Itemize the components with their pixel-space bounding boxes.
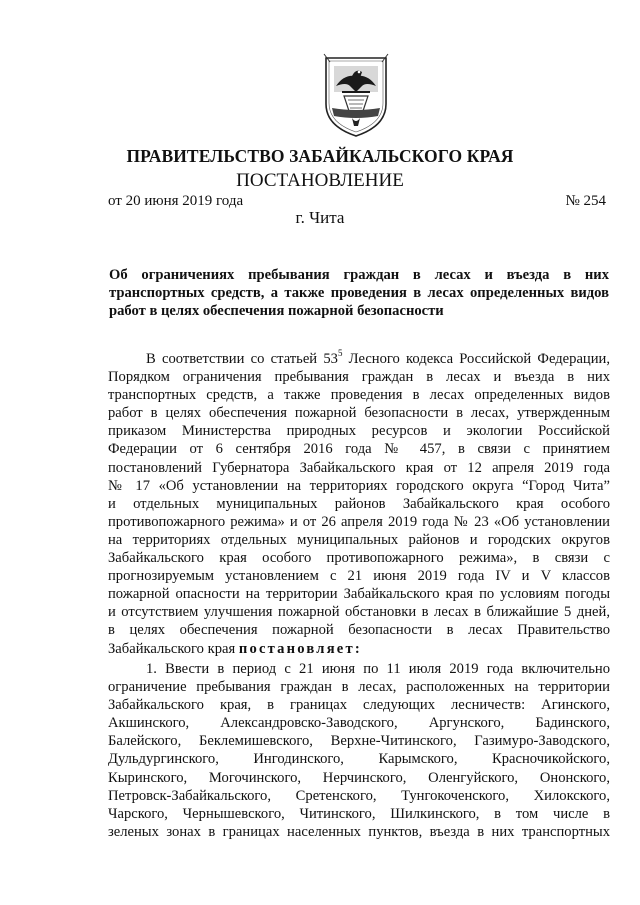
government-title: ПРАВИТЕЛЬСТВО ЗАБАЙКАЛЬСКОГО КРАЯ bbox=[126, 146, 514, 166]
clause-line: Кыринского, Могочинского, Нерчинского, Оленгуйского, Ононского, bbox=[108, 769, 610, 786]
document-type: ПОСТАНОВЛЕНИЕ bbox=[236, 170, 404, 191]
preamble-line: Федерации от 6 сентября 2016 года № 457, в связи с принятием bbox=[108, 441, 610, 458]
preamble-line: транспортных средств, а также проведения в лесах определенных видов bbox=[108, 387, 610, 404]
resolves-keyword: постановляет: bbox=[238, 640, 362, 657]
clause-line: Акшинского, Александровско-Заводского, Аргунского, Бадинского, bbox=[108, 715, 610, 732]
preamble-paragraph bbox=[108, 350, 610, 658]
clause-line: Дульдургинского, Ингодинского, Карымского, Красночикойского, bbox=[108, 751, 610, 768]
preamble-line: на территориях отдельных муниципальных районов и городских округов bbox=[108, 531, 610, 548]
document-number: № 254 bbox=[565, 193, 606, 209]
clause-line: Балейского, Беклемишевского, Верхне-Читинского, Газимуро-Заводского, bbox=[108, 733, 610, 750]
preamble-line: работ в целях обеспечения пожарной безопасности в лесах, утвержденным bbox=[108, 405, 610, 422]
clause-1-paragraph bbox=[108, 660, 610, 841]
preamble-line: противопожарного режима» и от 26 апреля 2019 года № 23 «Об установлении bbox=[108, 513, 610, 530]
clause-line: Забайкальского края, в границах следующих лесничеств: Агинского, bbox=[108, 697, 610, 714]
clause-line: зеленых зонах в границах населенных пунктов, въезда в них транспортных bbox=[108, 823, 610, 840]
article-superscript: 5 bbox=[337, 348, 343, 359]
clause-line: ограничение пребывания граждан в лесах, расположенных на территории bbox=[108, 679, 610, 696]
preamble-line: Забайкальского края особого противопожарного режима», в связи с bbox=[108, 550, 610, 567]
clause-line: Чарского, Чернышевского, Читинского, Шилкинского, в том числе в bbox=[108, 805, 610, 822]
document-date: от 20 июня 2019 года bbox=[108, 193, 244, 209]
document-city: г. Чита bbox=[295, 208, 345, 227]
coat-of-arms-icon bbox=[322, 52, 390, 140]
clause-line: 1. Ввести в период с 21 июня по 11 июля 2019 года включительно bbox=[146, 661, 610, 677]
preamble-line: № 17 «Об установлении на территориях городского округа “Город Чита” bbox=[108, 477, 610, 494]
preamble-line: пожарной опасности на территории Забайкальского края по условиям погоды bbox=[108, 586, 610, 603]
preamble-line: и отдельных муниципальных районов Забайкальского края особого bbox=[108, 495, 610, 512]
preamble-line: и отсутствием улучшения пожарной обстановки в лесах в ближайшие 5 дней, bbox=[108, 604, 610, 621]
preamble-line: в целях обеспечения пожарной безопасности в лесах Правительство bbox=[108, 622, 610, 639]
document-subject: Об ограничениях пребывания граждан в лесах и въезда в них транспортных средств, а также проведения в лесах определенных видов работ в целях обеспечения пожарной безопасности bbox=[109, 267, 609, 319]
preamble-line: постановлений Губернатора Забайкальского края от 12 апреля 2019 года bbox=[108, 459, 610, 476]
clause-line: Петровск-Забайкальского, Сретенского, Тунгокоченского, Хилокского, bbox=[108, 787, 610, 804]
preamble-line: Порядком ограничения пребывания граждан в лесах и въезда в них bbox=[108, 369, 610, 386]
preamble-line: прогнозируемым установлением с 21 июня 2019 года IV и V классов bbox=[108, 568, 610, 585]
preamble-line: Забайкальского края постановляет: bbox=[108, 640, 362, 657]
preamble-line: приказом Министерства природных ресурсов и экологии Российской bbox=[108, 423, 610, 440]
preamble-line: В соответствии со статьей $53^5$ Лесного кодекса Российской Федерации, bbox=[146, 348, 610, 367]
